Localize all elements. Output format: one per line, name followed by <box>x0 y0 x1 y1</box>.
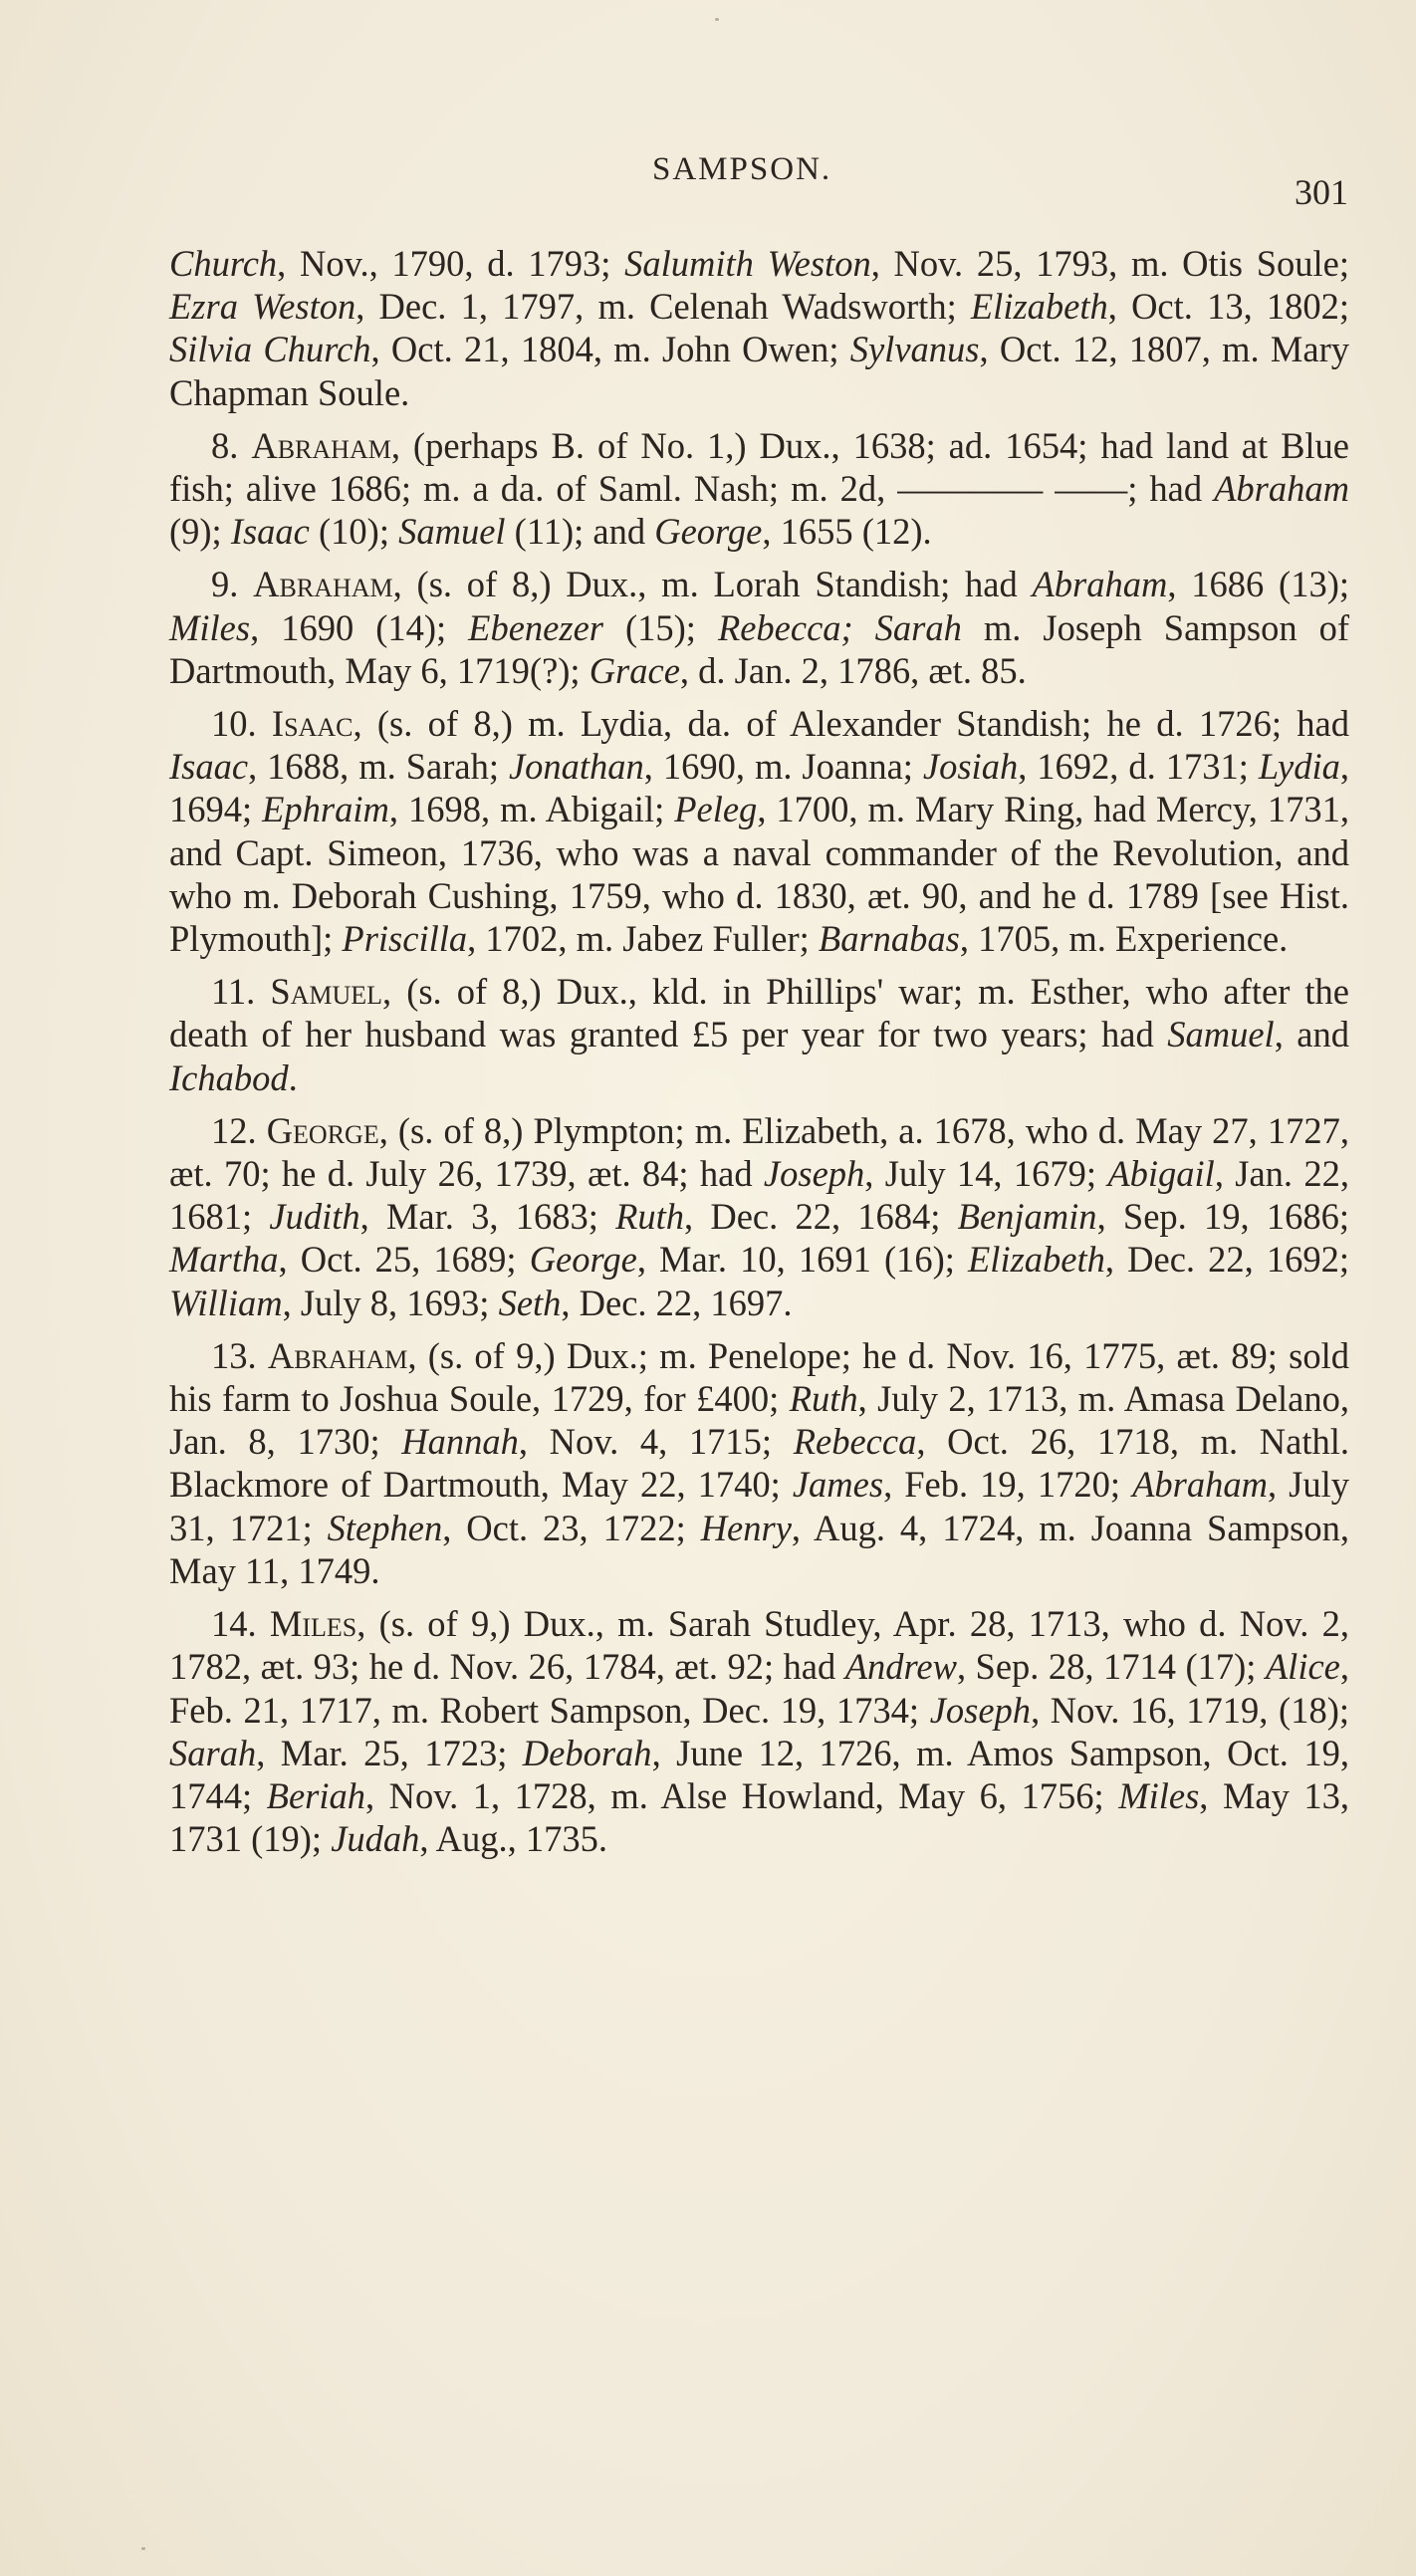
text-run: 8. <box>211 424 252 466</box>
text-run: , Dec. 22, 1684; <box>684 1196 958 1238</box>
italic-name: Hannah <box>401 1421 519 1463</box>
page-header <box>0 151 1416 211</box>
text-run: , (s. of 9,) Dux., m. Sarah Studley, Apr. 28, 1713, who d. Nov. 2, 1782, æt. 93; he d. Nov. 26, 1784, æt. 92; had <box>169 1603 1349 1688</box>
text-run: , 1705, m. Experience. <box>959 918 1289 960</box>
text-run: , 1690 (14); <box>250 606 469 648</box>
text-run: , 1655 (12). <box>762 511 932 553</box>
italic-name: Samuel <box>1167 1014 1275 1055</box>
italic-name: Miles <box>169 606 251 648</box>
paper-speck <box>141 2547 145 2550</box>
italic-name: Ichabod <box>169 1056 289 1098</box>
italic-name: Peleg <box>674 789 758 830</box>
text-run: , Dec. 22, 1692; <box>1104 1239 1350 1281</box>
text-run: , (s. of 9,) Dux.; m. Penelope; he d. Nov. 16, 1775, æt. 89; sold his farm to Joshua Soule, 1729, for £400; <box>169 1334 1350 1420</box>
italic-name: Isaac <box>169 746 249 788</box>
text-run: (11); and <box>505 511 655 553</box>
italic-name: Samuel <box>398 511 506 553</box>
italic-name: Abigail <box>1107 1153 1215 1195</box>
paragraph-continuation <box>169 242 1349 414</box>
italic-name: Elizabeth <box>968 1239 1105 1281</box>
italic-name: Henry <box>700 1507 792 1548</box>
italic-name: Abraham <box>1132 1464 1268 1506</box>
text-run: , 1698, m. Abigail; <box>388 789 675 830</box>
text-run: . <box>288 1056 298 1098</box>
text-run: (15); <box>602 606 718 648</box>
italic-name: Ruth <box>615 1196 684 1238</box>
italic-name: Alice <box>1265 1646 1340 1688</box>
entry-12-george <box>169 1109 1349 1324</box>
text-run: , Nov. 16, 1719, (18); <box>1031 1689 1349 1731</box>
italic-name: Ephraim <box>262 789 389 830</box>
text-run: , Nov. 1, 1728, m. Alse Howland, May 6, 1756; <box>365 1774 1119 1816</box>
text-run: , 1692, d. 1731; <box>1018 746 1259 788</box>
text-run: , Feb. 21, 1717, m. Robert Sampson, Dec. 19, 1734; <box>169 1646 1349 1731</box>
text-run: , May 13, 1731 (19); <box>169 1774 1349 1860</box>
italic-name: Ebenezer <box>468 606 603 648</box>
text-run: , Dec. 22, 1697. <box>561 1282 793 1323</box>
italic-name: Beriah <box>266 1774 366 1816</box>
text-run: , (perhaps B. of No. 1,) Dux., 1638; ad. 1654; had land at Blue fish; alive 1686; m. a da. of Saml. Nash; m. 2d, ———— ——; had <box>169 424 1350 510</box>
text-run: , 1686 (13); <box>1167 564 1349 605</box>
text-run: 11. <box>211 971 271 1013</box>
text-run: , July 8, 1693; <box>282 1282 499 1323</box>
text-run: , (s. of 8,) Dux., kld. in Phillips' war; m. Esther, who after the death of her husband was granted £5 per year for two years; had <box>169 971 1349 1055</box>
italic-name: Priscilla <box>342 918 468 960</box>
italic-name: Jonathan <box>508 746 644 788</box>
page-number: 301 <box>1295 172 1348 212</box>
text-run: , Feb. 19, 1720; <box>883 1464 1133 1506</box>
italic-name: Elizabeth <box>970 286 1108 328</box>
text-run: 9. <box>211 564 254 605</box>
text-run: 13. <box>211 1334 268 1376</box>
italic-name: Judah <box>331 1818 420 1860</box>
running-head: SAMPSON. <box>652 151 832 187</box>
italic-name: Church <box>169 243 278 284</box>
text-run: , Sep. 19, 1686; <box>1096 1196 1349 1238</box>
text-run: , d. Jan. 2, 1786, æt. 85. <box>679 649 1027 691</box>
italic-name: Rebecca; Sarah <box>717 606 962 648</box>
italic-name: Barnabas <box>818 918 960 960</box>
italic-name: Sylvanus <box>849 329 980 370</box>
italic-name: James <box>792 1464 884 1506</box>
italic-name: Judith <box>269 1196 360 1238</box>
entry-14-miles <box>169 1602 1349 1860</box>
text-run: , and <box>1274 1014 1349 1055</box>
italic-name: Martha <box>169 1239 279 1281</box>
text-run: , Sep. 28, 1714 (17); <box>956 1646 1266 1688</box>
text-run: , Oct. 23, 1722; <box>442 1507 701 1548</box>
text-run: , Mar. 10, 1691 (16); <box>636 1239 969 1281</box>
text-run: , Jan. 22, 1681; <box>169 1153 1350 1238</box>
italic-name: George <box>529 1239 637 1281</box>
text-run: , 1690, m. Joanna; <box>643 746 923 788</box>
entry-headword: George <box>266 1109 379 1151</box>
text-run: 14. <box>211 1603 270 1645</box>
text-run: , (s. of 8,) m. Lydia, da. of Alexander Standish; he d. 1726; had <box>353 703 1350 745</box>
entry-headword: Abraham <box>267 1334 408 1376</box>
italic-name: Benjamin <box>957 1196 1097 1238</box>
entry-9-abraham <box>169 563 1349 692</box>
paper-speck <box>715 18 719 21</box>
italic-name: William <box>169 1282 283 1323</box>
text-run: , 1694; <box>169 746 1350 830</box>
italic-name: Abraham <box>1032 564 1168 605</box>
text-run: , Oct. 21, 1804, m. John Owen; <box>370 329 850 370</box>
text-run: (9); <box>169 511 231 553</box>
italic-name: Deborah <box>522 1732 652 1773</box>
text-run: , Dec. 1, 1797, m. Celenah Wadsworth; <box>355 286 971 328</box>
italic-name: Silvia Church <box>169 329 371 370</box>
text-run: , 1700, m. Mary Ring, had Mercy, 1731, and Capt. Simeon, 1736, who was a naval commander of the Revolution, and who m. Deborah Cushing, 1759, who d. 1830, æt. 90, and he d. 1789 [see Hist. Plymouth]; <box>169 789 1349 960</box>
italic-name: Stephen <box>327 1507 443 1548</box>
text-run: , 1688, m. Sarah; <box>248 746 509 788</box>
text-run: , Nov., 1790, d. 1793; <box>277 243 625 284</box>
text-run: , Nov. 4, 1715; <box>518 1421 794 1463</box>
text-run: , June 12, 1726, m. Amos Sampson, Oct. 19, 1744; <box>169 1732 1349 1816</box>
italic-name: Abraham <box>1214 468 1349 510</box>
text-run: 10. <box>211 703 272 745</box>
entry-13-abraham <box>169 1334 1349 1592</box>
italic-name: George <box>654 511 763 553</box>
italic-name: Sarah <box>169 1732 257 1773</box>
italic-name: Lydia <box>1258 746 1340 788</box>
text-run: , Mar. 3, 1683; <box>359 1196 616 1238</box>
italic-name: Miles <box>1118 1774 1200 1816</box>
text-run: , July 2, 1713, m. Amasa Delano, Jan. 8, 1730; <box>169 1378 1349 1463</box>
text-run: , Nov. 25, 1793, m. Otis Soule; <box>870 243 1349 284</box>
entry-headword: Samuel <box>270 971 383 1013</box>
italic-name: Joseph <box>929 1689 1032 1731</box>
text-run: (10); <box>309 511 399 553</box>
entry-8-abraham <box>169 424 1349 554</box>
entry-headword: Abraham <box>251 424 391 466</box>
entry-headword: Abraham <box>253 564 393 605</box>
italic-name: Grace <box>589 649 680 691</box>
text-run: , Oct. 13, 1802; <box>1107 286 1350 328</box>
italic-name: Andrew <box>844 1646 957 1688</box>
entry-10-isaac <box>169 702 1349 960</box>
italic-name: Salumith Weston <box>624 243 871 284</box>
entry-11-samuel <box>169 970 1349 1099</box>
text-run: , Oct. 25, 1689; <box>278 1239 530 1281</box>
italic-name: Isaac <box>230 511 310 553</box>
text-run: , (s. of 8,) Plympton; m. Elizabeth, a. 1678, who d. May 27, 1727, æt. 70; he d. July 26, 1739, æt. 84; had <box>169 1109 1349 1195</box>
text-run: , Mar. 25, 1723; <box>256 1732 523 1773</box>
entry-headword: Miles <box>269 1603 357 1645</box>
text-run: , Oct. 12, 1807, m. Mary Chapman Soule. <box>169 329 1349 413</box>
text-run: m. Joseph Sampson of Dartmouth, May 6, 1719(?); <box>169 606 1350 691</box>
body-text <box>169 242 1349 1870</box>
text-run: , July 14, 1679; <box>864 1153 1108 1195</box>
italic-name: Seth <box>498 1282 562 1323</box>
text-run: , Oct. 26, 1718, m. Nathl. Blackmore of Dartmouth, May 22, 1740; <box>169 1421 1350 1506</box>
text-run: , 1702, m. Jabez Fuller; <box>467 918 819 960</box>
italic-name: Joseph <box>763 1153 865 1195</box>
italic-name: Ezra Weston <box>169 286 356 328</box>
text-run: , Aug. 4, 1724, m. Joanna Sampson, May 11, 1749. <box>169 1507 1349 1591</box>
entry-headword: Isaac <box>271 703 354 745</box>
text-run: , July 31, 1721; <box>169 1464 1349 1548</box>
text-run: , Aug., 1735. <box>419 1818 608 1860</box>
italic-name: Rebecca <box>793 1421 917 1463</box>
italic-name: Ruth <box>789 1378 858 1420</box>
italic-name: Josiah <box>922 746 1019 788</box>
text-run: , (s. of 8,) Dux., m. Lorah Standish; had <box>392 564 1033 605</box>
text-run: 12. <box>211 1109 267 1151</box>
